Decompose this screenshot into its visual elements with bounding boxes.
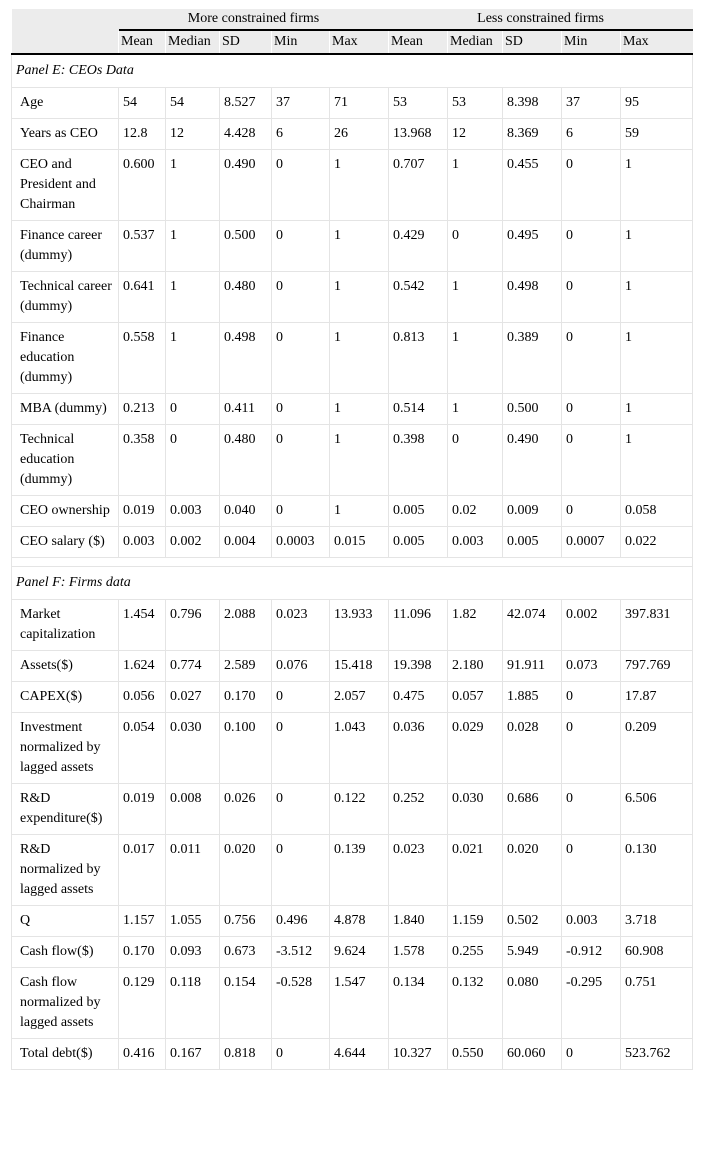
table-cell: -0.295 bbox=[562, 968, 621, 1039]
column-header-row bbox=[12, 31, 693, 54]
table-cell: 0.500 bbox=[220, 221, 272, 272]
row-label: Technical education (dummy) bbox=[12, 425, 119, 496]
table-cell: 0.398 bbox=[389, 425, 448, 496]
table-cell: 0.022 bbox=[621, 527, 693, 558]
table-cell: 0.002 bbox=[562, 600, 621, 651]
table-cell: 0 bbox=[448, 425, 503, 496]
column-header: SD bbox=[220, 31, 272, 54]
table-cell: 0.118 bbox=[166, 968, 220, 1039]
table-cell: 8.398 bbox=[503, 88, 562, 119]
table-cell: 1 bbox=[448, 272, 503, 323]
table-cell: 0.030 bbox=[448, 784, 503, 835]
table-cell: 0.429 bbox=[389, 221, 448, 272]
table-row bbox=[12, 1039, 693, 1070]
table-cell: 0.003 bbox=[166, 496, 220, 527]
table-cell: 12 bbox=[166, 119, 220, 150]
table-cell: 1.885 bbox=[503, 682, 562, 713]
table-cell: 0.130 bbox=[621, 835, 693, 906]
table-row bbox=[12, 425, 693, 496]
table-cell: 0.030 bbox=[166, 713, 220, 784]
table-cell: 54 bbox=[166, 88, 220, 119]
table-cell: 12 bbox=[448, 119, 503, 150]
row-label: Technical career (dummy) bbox=[12, 272, 119, 323]
table-cell: 0.036 bbox=[389, 713, 448, 784]
table-cell: 0 bbox=[562, 425, 621, 496]
row-label: CEO ownership bbox=[12, 496, 119, 527]
table-cell: 4.878 bbox=[330, 906, 389, 937]
row-label: Cash flow normalized by lagged assets bbox=[12, 968, 119, 1039]
table-row bbox=[12, 221, 693, 272]
table-cell: 0.017 bbox=[119, 835, 166, 906]
table-cell: 0.537 bbox=[119, 221, 166, 272]
table-cell: 0 bbox=[562, 1039, 621, 1070]
row-label: CAPEX($) bbox=[12, 682, 119, 713]
table-cell: 1.624 bbox=[119, 651, 166, 682]
table-body bbox=[12, 54, 693, 1070]
table-cell: 0 bbox=[562, 323, 621, 394]
row-label: MBA (dummy) bbox=[12, 394, 119, 425]
table-cell: 1 bbox=[621, 394, 693, 425]
table-cell: 0.015 bbox=[330, 527, 389, 558]
table-cell: 0.019 bbox=[119, 784, 166, 835]
table-cell: 0.003 bbox=[562, 906, 621, 937]
table-cell: 0.756 bbox=[220, 906, 272, 937]
table-cell: 0.02 bbox=[448, 496, 503, 527]
table-cell: 0.100 bbox=[220, 713, 272, 784]
table-cell: 0 bbox=[272, 150, 330, 221]
column-header: SD bbox=[503, 31, 562, 54]
table-cell: 0 bbox=[562, 682, 621, 713]
table-cell: 1.055 bbox=[166, 906, 220, 937]
table-cell: 0.0003 bbox=[272, 527, 330, 558]
table-cell: 0 bbox=[272, 272, 330, 323]
table-cell: 37 bbox=[272, 88, 330, 119]
table-cell: 0 bbox=[272, 425, 330, 496]
table-cell: 1.159 bbox=[448, 906, 503, 937]
table-cell: 0.255 bbox=[448, 937, 503, 968]
table-cell: 1 bbox=[166, 150, 220, 221]
table-cell: 95 bbox=[621, 88, 693, 119]
table-cell: 0.209 bbox=[621, 713, 693, 784]
group-more-constrained bbox=[119, 9, 389, 31]
table-row bbox=[12, 150, 693, 221]
table-row bbox=[12, 394, 693, 425]
header-corner-sub bbox=[12, 31, 119, 54]
table-row bbox=[12, 968, 693, 1039]
table-cell: 0.550 bbox=[448, 1039, 503, 1070]
table-cell: 8.527 bbox=[220, 88, 272, 119]
table-cell: 0.005 bbox=[389, 527, 448, 558]
table-cell: 0 bbox=[272, 784, 330, 835]
table-cell: 0.040 bbox=[220, 496, 272, 527]
table-cell: 0.019 bbox=[119, 496, 166, 527]
table-cell: 0.080 bbox=[503, 968, 562, 1039]
table-cell: 0.021 bbox=[448, 835, 503, 906]
table-cell: 53 bbox=[448, 88, 503, 119]
table-cell: 1 bbox=[330, 496, 389, 527]
table-cell: 0 bbox=[272, 221, 330, 272]
table-cell: 0.170 bbox=[119, 937, 166, 968]
panel-title: Panel F: Firms data bbox=[12, 567, 693, 600]
table-cell: 0.455 bbox=[503, 150, 562, 221]
panel-title-row bbox=[12, 54, 693, 88]
table-cell: 797.769 bbox=[621, 651, 693, 682]
table-cell: 0.005 bbox=[503, 527, 562, 558]
table-cell: 0.011 bbox=[166, 835, 220, 906]
table-cell: 0.818 bbox=[220, 1039, 272, 1070]
table-cell: 26 bbox=[330, 119, 389, 150]
column-header: Min bbox=[272, 31, 330, 54]
table-cell: 0.496 bbox=[272, 906, 330, 937]
statistics-table-container bbox=[11, 9, 692, 1070]
table-cell: 0.796 bbox=[166, 600, 220, 651]
table-cell: 0 bbox=[166, 425, 220, 496]
table-cell: 1 bbox=[330, 394, 389, 425]
table-cell: 1 bbox=[621, 221, 693, 272]
table-cell: 1 bbox=[330, 272, 389, 323]
table-cell: 0.023 bbox=[389, 835, 448, 906]
table-cell: 2.180 bbox=[448, 651, 503, 682]
table-cell: 1 bbox=[448, 323, 503, 394]
table-cell: 15.418 bbox=[330, 651, 389, 682]
row-label: R&D expenditure($) bbox=[12, 784, 119, 835]
table-row bbox=[12, 906, 693, 937]
table-cell: 0.774 bbox=[166, 651, 220, 682]
table-cell: 6.506 bbox=[621, 784, 693, 835]
table-cell: 42.074 bbox=[503, 600, 562, 651]
table-cell: 0.129 bbox=[119, 968, 166, 1039]
panel-spacer-cell bbox=[12, 558, 693, 567]
table-cell: 60.060 bbox=[503, 1039, 562, 1070]
table-cell: 0 bbox=[272, 1039, 330, 1070]
row-label: Finance career (dummy) bbox=[12, 221, 119, 272]
column-header: Max bbox=[330, 31, 389, 54]
column-header: Min bbox=[562, 31, 621, 54]
table-row bbox=[12, 119, 693, 150]
table-cell: -0.912 bbox=[562, 937, 621, 968]
table-cell: 0.490 bbox=[503, 425, 562, 496]
table-cell: 0.475 bbox=[389, 682, 448, 713]
group-less-constrained bbox=[389, 9, 693, 31]
table-cell: 0 bbox=[272, 323, 330, 394]
table-cell: 0.514 bbox=[389, 394, 448, 425]
row-label: Cash flow($) bbox=[12, 937, 119, 968]
table-cell: 1 bbox=[330, 425, 389, 496]
table-cell: 1 bbox=[166, 272, 220, 323]
table-cell: 0.389 bbox=[503, 323, 562, 394]
table-cell: 1 bbox=[621, 272, 693, 323]
table-cell: 1 bbox=[621, 425, 693, 496]
panel-spacer bbox=[12, 558, 693, 567]
header-corner bbox=[12, 9, 119, 31]
table-cell: 0.167 bbox=[166, 1039, 220, 1070]
table-cell: 1 bbox=[621, 323, 693, 394]
table-cell: 1 bbox=[448, 394, 503, 425]
table-cell: -0.528 bbox=[272, 968, 330, 1039]
table-row bbox=[12, 937, 693, 968]
table-cell: 0.020 bbox=[503, 835, 562, 906]
table-row bbox=[12, 527, 693, 558]
table-cell: 397.831 bbox=[621, 600, 693, 651]
table-cell: 0.558 bbox=[119, 323, 166, 394]
table-cell: 0.139 bbox=[330, 835, 389, 906]
table-cell: 0.480 bbox=[220, 272, 272, 323]
table-cell: 0 bbox=[272, 835, 330, 906]
table-cell: 0 bbox=[272, 496, 330, 527]
table-row bbox=[12, 496, 693, 527]
table-cell: 0.003 bbox=[448, 527, 503, 558]
table-cell: 12.8 bbox=[119, 119, 166, 150]
table-cell: 6 bbox=[272, 119, 330, 150]
table-cell: 1 bbox=[166, 323, 220, 394]
table-cell: 0.213 bbox=[119, 394, 166, 425]
table-cell: 3.718 bbox=[621, 906, 693, 937]
table-cell: 9.624 bbox=[330, 937, 389, 968]
group-more-label: More constrained firms bbox=[119, 9, 389, 31]
table-cell: 13.968 bbox=[389, 119, 448, 150]
table-cell: 0.641 bbox=[119, 272, 166, 323]
group-header-row bbox=[12, 9, 693, 31]
table-cell: 0 bbox=[272, 394, 330, 425]
table-cell: 0 bbox=[562, 496, 621, 527]
table-row bbox=[12, 88, 693, 119]
table-cell: 0 bbox=[272, 682, 330, 713]
table-cell: 1 bbox=[330, 150, 389, 221]
table-cell: 6 bbox=[562, 119, 621, 150]
table-cell: 0.411 bbox=[220, 394, 272, 425]
table-cell: 0.003 bbox=[119, 527, 166, 558]
table-row bbox=[12, 835, 693, 906]
row-label: Total debt($) bbox=[12, 1039, 119, 1070]
table-cell: 1 bbox=[621, 150, 693, 221]
table-row bbox=[12, 323, 693, 394]
row-label: Market capitalization bbox=[12, 600, 119, 651]
row-label: Investment normalized by lagged assets bbox=[12, 713, 119, 784]
table-cell: 2.589 bbox=[220, 651, 272, 682]
table-cell: 0.073 bbox=[562, 651, 621, 682]
table-cell: 0.057 bbox=[448, 682, 503, 713]
table-cell: 0.008 bbox=[166, 784, 220, 835]
table-cell: 60.908 bbox=[621, 937, 693, 968]
table-cell: 0.027 bbox=[166, 682, 220, 713]
row-label: CEO and President and Chairman bbox=[12, 150, 119, 221]
table-cell: 0.416 bbox=[119, 1039, 166, 1070]
table-cell: 0.093 bbox=[166, 937, 220, 968]
table-cell: 0.502 bbox=[503, 906, 562, 937]
table-cell: 0 bbox=[562, 221, 621, 272]
table-cell: 0.058 bbox=[621, 496, 693, 527]
table-cell: 0.076 bbox=[272, 651, 330, 682]
table-cell: 1 bbox=[166, 221, 220, 272]
row-label: Years as CEO bbox=[12, 119, 119, 150]
table-cell: 13.933 bbox=[330, 600, 389, 651]
table-cell: 0.056 bbox=[119, 682, 166, 713]
table-cell: 0.170 bbox=[220, 682, 272, 713]
table-cell: 53 bbox=[389, 88, 448, 119]
table-cell: 0 bbox=[562, 713, 621, 784]
table-cell: 0.252 bbox=[389, 784, 448, 835]
table-cell: 1.840 bbox=[389, 906, 448, 937]
table-cell: 0.813 bbox=[389, 323, 448, 394]
table-cell: 0.005 bbox=[389, 496, 448, 527]
table-cell: 0.154 bbox=[220, 968, 272, 1039]
table-cell: 0.0007 bbox=[562, 527, 621, 558]
column-header: Median bbox=[166, 31, 220, 54]
table-cell: 0.498 bbox=[220, 323, 272, 394]
table-cell: 4.644 bbox=[330, 1039, 389, 1070]
table-cell: 0.707 bbox=[389, 150, 448, 221]
table-cell: 0.490 bbox=[220, 150, 272, 221]
table-cell: 1.547 bbox=[330, 968, 389, 1039]
table-cell: 0.004 bbox=[220, 527, 272, 558]
table-cell: 0.002 bbox=[166, 527, 220, 558]
table-cell: 2.088 bbox=[220, 600, 272, 651]
table-cell: 0.009 bbox=[503, 496, 562, 527]
table-cell: 0.542 bbox=[389, 272, 448, 323]
table-cell: 0.020 bbox=[220, 835, 272, 906]
table-cell: 1.82 bbox=[448, 600, 503, 651]
table-cell: 0 bbox=[562, 394, 621, 425]
table-cell: 0 bbox=[562, 835, 621, 906]
table-row bbox=[12, 784, 693, 835]
table-row bbox=[12, 713, 693, 784]
table-cell: 0.028 bbox=[503, 713, 562, 784]
table-cell: 0.134 bbox=[389, 968, 448, 1039]
table-cell: 54 bbox=[119, 88, 166, 119]
table-cell: 0.023 bbox=[272, 600, 330, 651]
table-cell: 0.500 bbox=[503, 394, 562, 425]
column-header: Mean bbox=[389, 31, 448, 54]
table-cell: 1 bbox=[330, 221, 389, 272]
table-cell: 1.578 bbox=[389, 937, 448, 968]
table-cell: 1 bbox=[448, 150, 503, 221]
row-label: CEO salary ($) bbox=[12, 527, 119, 558]
table-cell: 71 bbox=[330, 88, 389, 119]
table-cell: 0.673 bbox=[220, 937, 272, 968]
table-cell: 0.495 bbox=[503, 221, 562, 272]
table-cell: 0.026 bbox=[220, 784, 272, 835]
table-cell: 4.428 bbox=[220, 119, 272, 150]
table-row bbox=[12, 272, 693, 323]
table-cell: 0 bbox=[562, 150, 621, 221]
table-cell: 0.751 bbox=[621, 968, 693, 1039]
table-cell: 0.686 bbox=[503, 784, 562, 835]
table-cell: 1.157 bbox=[119, 906, 166, 937]
panel-title: Panel E: CEOs Data bbox=[12, 54, 693, 88]
table-cell: 0.358 bbox=[119, 425, 166, 496]
table-cell: 1.454 bbox=[119, 600, 166, 651]
row-label: R&D normalized by lagged assets bbox=[12, 835, 119, 906]
table-header bbox=[12, 9, 693, 54]
table-cell: 10.327 bbox=[389, 1039, 448, 1070]
table-cell: 59 bbox=[621, 119, 693, 150]
table-cell: 0.600 bbox=[119, 150, 166, 221]
table-cell: 0.498 bbox=[503, 272, 562, 323]
table-cell: 0 bbox=[562, 272, 621, 323]
table-cell: 1.043 bbox=[330, 713, 389, 784]
table-cell: 0.029 bbox=[448, 713, 503, 784]
table-row bbox=[12, 600, 693, 651]
table-cell: 0 bbox=[166, 394, 220, 425]
table-cell: 0 bbox=[562, 784, 621, 835]
table-cell: 0.132 bbox=[448, 968, 503, 1039]
row-label: Age bbox=[12, 88, 119, 119]
row-label: Q bbox=[12, 906, 119, 937]
group-less-label: Less constrained firms bbox=[389, 9, 693, 31]
table-cell: 523.762 bbox=[621, 1039, 693, 1070]
table-cell: -3.512 bbox=[272, 937, 330, 968]
column-header: Max bbox=[621, 31, 693, 54]
table-cell: 1 bbox=[330, 323, 389, 394]
table-cell: 0.480 bbox=[220, 425, 272, 496]
table-cell: 0.122 bbox=[330, 784, 389, 835]
table-row bbox=[12, 651, 693, 682]
table-cell: 8.369 bbox=[503, 119, 562, 150]
table-cell: 0.054 bbox=[119, 713, 166, 784]
table-row bbox=[12, 682, 693, 713]
table-cell: 17.87 bbox=[621, 682, 693, 713]
column-header: Median bbox=[448, 31, 503, 54]
table-cell: 2.057 bbox=[330, 682, 389, 713]
table-cell: 0 bbox=[272, 713, 330, 784]
column-header: Mean bbox=[119, 31, 166, 54]
table-cell: 5.949 bbox=[503, 937, 562, 968]
panel-title-row bbox=[12, 567, 693, 600]
table-cell: 0 bbox=[448, 221, 503, 272]
table-cell: 11.096 bbox=[389, 600, 448, 651]
table-cell: 19.398 bbox=[389, 651, 448, 682]
row-label: Assets($) bbox=[12, 651, 119, 682]
summary-statistics-table bbox=[11, 9, 693, 1070]
row-label: Finance education (dummy) bbox=[12, 323, 119, 394]
table-cell: 91.911 bbox=[503, 651, 562, 682]
table-cell: 37 bbox=[562, 88, 621, 119]
